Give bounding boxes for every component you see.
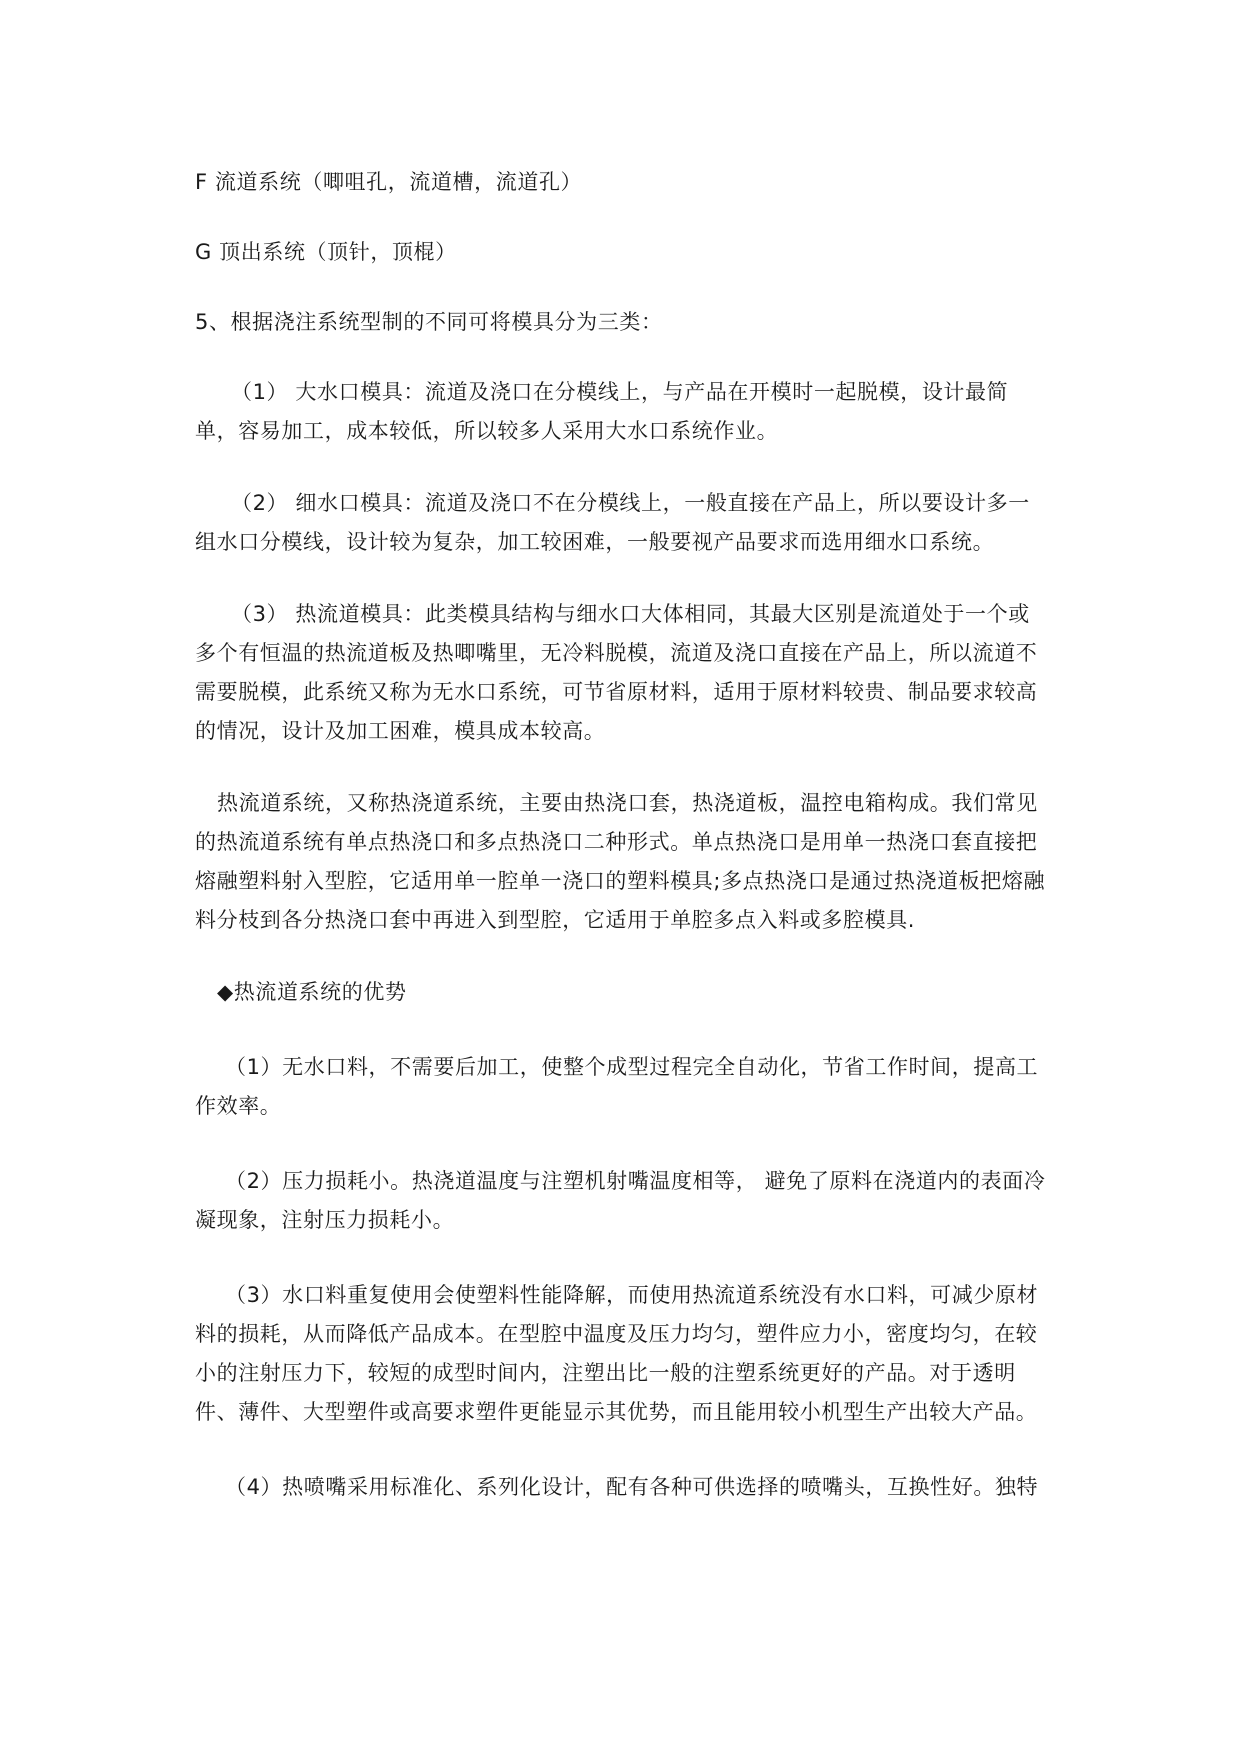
paragraph-pin-gate-mold: （2） 细水口模具：流道及浇口不在分模线上，一般直接在产品上，所以要设计多一组水口分模线，设计较为复杂，加工较困难，一般要视产品要求而选用细水口系统。 [195,491,1030,554]
paragraph-f-runner-system: F 流道系统（唧咀孔，流道槽，流道孔） [195,170,583,194]
paragraph-advantage-4: （4）热喷嘴采用标准化、系列化设计，配有各种可供选择的喷嘴头，互换性好。独特 [225,1475,1039,1499]
paragraph-hot-runner-system: 热流道系统，又称热浇道系统，主要由热浇口套，热浇道板，温控电箱构成。我们常见的热流道系统有单点热浇口和多点热浇口二种形式。单点热浇口是用单一热浇口套直接把熔融塑料射入型腔，它适用单一腔单一浇口的塑料模具;多点热浇口是通过热浇道板把熔融料分枝到各分热浇口套中再进入到型腔，它适用于单腔多点入料或多腔模具. [195,791,1046,932]
paragraph-advantage-2: （2）压力损耗小。热浇道温度与注塑机射嘴温度相等， 避免了原料在浇道内的表面冷凝现象，注射压力损耗小。 [195,1169,1046,1232]
paragraph-mold-classification: 5、根据浇注系统型制的不同可将模具分为三类： [195,310,663,334]
paragraph-advantage-3: （3）水口料重复使用会使塑料性能降解，而使用热流道系统没有水口料，可减少原材料的损耗，从而降低产品成本。在型腔中温度及压力均匀，塑件应力小，密度均匀，在较小的注射压力下，较短的成型时间内，注塑出比一般的注塑系统更好的产品。对于透明件、薄件、大型塑件或高要求塑件更能显示其优势，而且能用较小机型生产出较大产品。 [195,1283,1039,1424]
heading-hot-runner-advantages: ◆热流道系统的优势 [217,980,407,1004]
paragraph-g-ejector-system: G 顶出系统（顶针，顶棍） [195,240,457,264]
paragraph-hot-runner-mold: （3） 热流道模具：此类模具结构与细水口大体相同，其最大区别是流道处于一个或多个有恒温的热流道板及热唧嘴里，无冷料脱模，流道及浇口直接在产品上，所以流道不需要脱模，此系统又称为无水口系统，可节省原材料，适用于原材料较贵、制品要求较高的情况，设计及加工困难，模具成本较高。 [195,602,1038,743]
paragraph-advantage-1: （1）无水口料，不需要后加工，使整个成型过程完全自动化，节省工作时间，提高工作效率。 [195,1055,1039,1118]
paragraph-large-gate-mold: （1） 大水口模具：流道及浇口在分模线上，与产品在开模时一起脱模，设计最简单，容易加工，成本较低，所以较多人采用大水口系统作业。 [195,380,1009,443]
document-body [195,163,1050,1507]
